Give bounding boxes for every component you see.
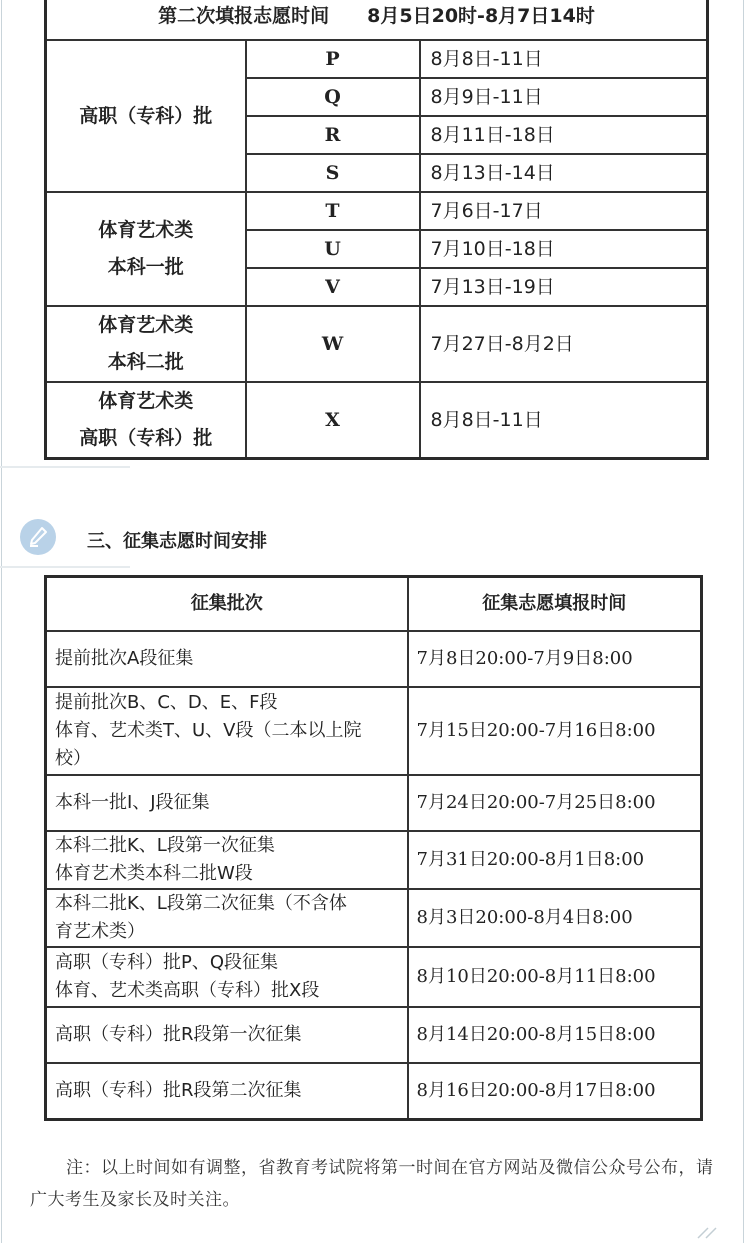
batch-group-line: 体育艺术类 <box>98 390 194 412</box>
batch-cell <box>46 631 408 687</box>
segment-code: V <box>246 268 420 306</box>
column-header-time: 征集志愿填报时间 <box>408 577 702 632</box>
footnote-text: 注：以上时间如有调整，省教育考试院将第一时间在官方网站及微信公众号公布，请广大考生及家长及时关注。 <box>30 1158 714 1210</box>
batch-line: 本科二批K、L段第一次征集 <box>55 835 275 856</box>
batch-group-label <box>46 40 246 192</box>
solicitation-schedule-table <box>44 575 703 1121</box>
batch-group-line: 体育艺术类 <box>98 219 194 241</box>
table-row <box>46 1063 702 1119</box>
fill-time-cell: 8月3日20:00-8月4日8:00 <box>408 889 702 947</box>
column-header-batch: 征集批次 <box>46 577 408 632</box>
table-row <box>46 192 708 230</box>
batch-line: 本科一批I、J段征集 <box>55 792 210 813</box>
footnote <box>30 1152 720 1216</box>
admission-date: 8月11日-18日 <box>420 116 708 154</box>
batch-line: 育艺术类） <box>55 921 145 942</box>
admission-date: 8月8日-11日 <box>420 382 708 459</box>
admission-date: 8月8日-11日 <box>420 40 708 78</box>
table-row <box>46 775 702 831</box>
table-header: 第二次填报志愿时间 8月5日20时-8月7日14时 <box>46 0 708 40</box>
table-row <box>46 687 702 775</box>
segment-code: W <box>246 306 420 382</box>
batch-group-label <box>46 192 246 306</box>
admission-date: 7月27日-8月2日 <box>420 306 708 382</box>
divider <box>0 466 130 468</box>
batch-line: 提前批次B、C、D、E、F段 <box>55 692 278 713</box>
admission-date: 7月13日-19日 <box>420 268 708 306</box>
divider <box>0 566 130 568</box>
fill-time-cell: 8月14日20:00-8月15日8:00 <box>408 1007 702 1063</box>
segment-code: P <box>246 40 420 78</box>
fill-time-cell: 7月24日20:00-7月25日8:00 <box>408 775 702 831</box>
batch-group-line: 高职（专科）批 <box>79 427 213 449</box>
batch-line: 校） <box>55 748 91 769</box>
batch-group-label <box>46 306 246 382</box>
admission-date: 8月13日-14日 <box>420 154 708 192</box>
batch-group-line: 本科一批 <box>107 256 184 278</box>
table-row <box>46 382 708 459</box>
segment-code: T <box>246 192 420 230</box>
batch-line: 体育、艺术类高职（专科）批X段 <box>55 980 320 1001</box>
table-row <box>46 306 708 382</box>
segment-code: X <box>246 382 420 459</box>
admission-date: 7月6日-17日 <box>420 192 708 230</box>
fill-time-cell: 7月31日20:00-8月1日8:00 <box>408 831 702 889</box>
batch-cell <box>46 1007 408 1063</box>
batch-line: 体育艺术类本科二批W段 <box>55 863 253 884</box>
table-row <box>46 947 702 1007</box>
batch-line: 高职（专科）批P、Q段征集 <box>55 952 279 973</box>
segment-code: U <box>246 230 420 268</box>
segment-code: Q <box>246 78 420 116</box>
batch-cell <box>46 831 408 889</box>
frame-border-right <box>743 0 744 1243</box>
table-row <box>46 40 708 78</box>
table-row <box>46 1007 702 1063</box>
table-row <box>46 831 702 889</box>
fill-time-cell: 7月15日20:00-7月16日8:00 <box>408 687 702 775</box>
batch-cell <box>46 1063 408 1119</box>
batch-cell <box>46 889 408 947</box>
batch-line: 体育、艺术类T、U、V段（二本以上院 <box>55 720 362 741</box>
second-fill-schedule-table <box>44 0 709 460</box>
table-row <box>46 631 702 687</box>
batch-line: 本科二批K、L段第二次征集（不含体 <box>55 893 347 914</box>
section-title: 三、征集志愿时间安排 <box>87 531 267 552</box>
fill-time-cell: 8月16日20:00-8月17日8:00 <box>408 1063 702 1119</box>
frame-border-left <box>1 0 2 1243</box>
batch-line: 高职（专科）批R段第二次征集 <box>55 1079 302 1101</box>
segment-code: S <box>246 154 420 192</box>
batch-cell <box>46 775 408 831</box>
batch-group-line: 体育艺术类 <box>98 314 194 336</box>
batch-cell <box>46 947 408 1007</box>
batch-group-label <box>46 382 246 459</box>
fill-time-cell: 8月10日20:00-8月11日8:00 <box>408 947 702 1007</box>
batch-line: 高职（专科）批R段第一次征集 <box>55 1024 302 1045</box>
pencil-icon <box>20 519 56 555</box>
corner-decoration <box>696 1224 722 1240</box>
batch-group-line: 本科二批 <box>107 351 184 373</box>
admission-date: 8月9日-11日 <box>420 78 708 116</box>
batch-line: 提前批次A段征集 <box>55 648 194 669</box>
table-header-row <box>46 0 708 40</box>
table-row <box>46 889 702 947</box>
fill-time-cell: 7月8日20:00-7月9日8:00 <box>408 631 702 687</box>
table-header-row <box>46 577 702 632</box>
admission-date: 7月10日-18日 <box>420 230 708 268</box>
batch-cell <box>46 687 408 775</box>
batch-group-line: 高职（专科）批 <box>79 104 213 127</box>
segment-code: R <box>246 116 420 154</box>
